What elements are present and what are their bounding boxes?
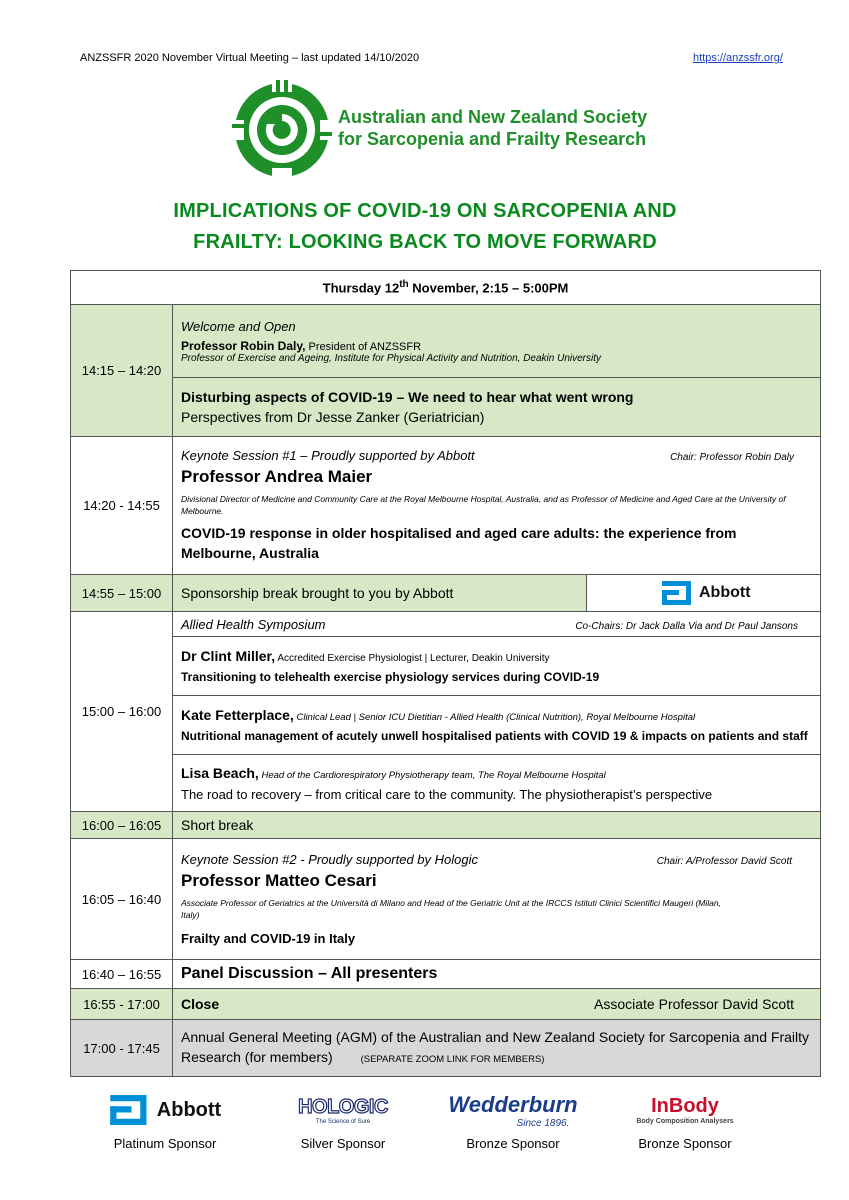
talk-row bbox=[71, 696, 821, 755]
talk-title: Frailty and COVID-19 in Italy bbox=[181, 931, 356, 946]
speaker-affiliation: Associate Professor of Geriatrics at the Università di Milano and Head of the Geriatric Unit at the IRCCS Istituti Clinici Scientifici Maugeri (Milan, Italy) bbox=[181, 898, 721, 920]
talk-title: COVID-19 response in older hospitalised and aged care adults: the experience from Melbourne, Australia bbox=[181, 525, 737, 561]
session-chair: Chair: Professor Robin Daly bbox=[670, 452, 794, 463]
speaker-role: Clinical Lead | Senior ICU Dietitian - Allied Health (Clinical Nutrition), Royal Melbourne Hospital bbox=[293, 712, 696, 723]
speaker-name: Dr Clint Miller, bbox=[181, 648, 276, 664]
session-heading: Welcome and Open bbox=[181, 318, 296, 334]
speaker-name: Lisa Beach, bbox=[181, 764, 259, 781]
abbott-brand-text: Abbott bbox=[699, 584, 751, 601]
session-row bbox=[71, 1020, 821, 1077]
sponsor-level: Platinum Sponsor bbox=[113, 1136, 217, 1151]
speaker-name: Professor Robin Daly, bbox=[181, 338, 306, 353]
speaker-affiliation: Professor of Exercise and Ageing, Institute for Physical Activity and Nutrition, Deakin University bbox=[181, 352, 601, 364]
session-row bbox=[71, 437, 821, 575]
sponsor-level: Bronze Sponsor bbox=[466, 1136, 560, 1151]
session-row bbox=[71, 378, 821, 437]
session-row bbox=[71, 612, 821, 637]
sponsor-level: Bronze Sponsor bbox=[638, 1136, 732, 1151]
speaker-name: Kate Fetterplace, bbox=[181, 707, 294, 723]
speaker-role: Head of the Cardiorespiratory Physiotherapy team, The Royal Melbourne Hospital bbox=[258, 769, 606, 781]
agm-text: Annual General Meeting (AGM) of the Australian and New Zealand Society for Sarcopenia and Frailty Research (for members) bbox=[181, 1028, 809, 1065]
abbott-logo-icon bbox=[661, 580, 693, 606]
title-line-1: IMPLICATIONS OF COVID-19 ON SARCOPENIA AND bbox=[173, 200, 677, 222]
close-person: Associate Professor David Scott bbox=[594, 996, 794, 1012]
sponsor-brand: InBody bbox=[651, 1095, 719, 1117]
sponsor-brand: Wedderburn bbox=[448, 1091, 578, 1117]
speaker-affiliation: Divisional Director of Medicine and Community Care at the Royal Melbourne Hospital, Australia, and as Professor of Medicine and Aged Care at the University of Melbourne. bbox=[181, 494, 786, 516]
break-text: Sponsorship break brought to you by Abbott bbox=[173, 575, 587, 612]
break-text: Short break bbox=[173, 812, 821, 839]
session-chair: Co-Chairs: Dr Jack Dalla Via and Dr Paul Jansons bbox=[575, 620, 798, 632]
speaker-name: Professor Andrea Maier bbox=[181, 467, 373, 486]
time-cell: 15:00 – 16:00 bbox=[71, 612, 173, 812]
session-row bbox=[71, 575, 821, 612]
session-chair: Chair: A/Professor David Scott bbox=[656, 856, 792, 867]
speaker-role: President of ANZSSFR bbox=[305, 340, 422, 353]
sponsor-strip bbox=[100, 1090, 800, 1160]
date-sup: th bbox=[399, 279, 409, 291]
speaker-role: Accredited Exercise Physiologist | Lecturer, Deakin University bbox=[275, 653, 550, 664]
logo-line-1: Australian and New Zealand Society bbox=[338, 107, 648, 127]
talk-title: Transitioning to telehealth exercise physiology services during COVID-19 bbox=[181, 670, 600, 684]
logo-line-2: for Sarcopenia and Frailty Research bbox=[338, 129, 647, 149]
sponsor-tagline: Body Composition Analysers bbox=[636, 1118, 734, 1125]
session-row bbox=[71, 812, 821, 839]
date-row bbox=[71, 271, 821, 305]
date-prefix: Thursday 12 bbox=[322, 280, 400, 296]
sponsor-brand: HOLOGIC bbox=[298, 1095, 388, 1118]
sponsor-inbody bbox=[600, 1090, 770, 1130]
session-heading: Keynote Session #2 - Proudly supported by Hologic bbox=[181, 852, 479, 867]
sponsor-brand: Abbott bbox=[156, 1098, 222, 1121]
talk-perspective: Perspectives from Dr Jesse Zanker (Geriatrician) bbox=[181, 409, 485, 425]
time-cell: 14:55 – 15:00 bbox=[71, 575, 173, 612]
agm-note: (SEPARATE ZOOM LINK FOR MEMBERS) bbox=[360, 1053, 545, 1065]
abbott-logo-icon bbox=[109, 1093, 149, 1127]
society-logo bbox=[232, 80, 672, 184]
talk-row bbox=[71, 755, 821, 812]
sponsor-tagline: Since 1896. bbox=[516, 1117, 570, 1129]
session-heading: Allied Health Symposium bbox=[181, 616, 326, 632]
header-url-link[interactable]: https://anzssfr.org/ bbox=[693, 52, 783, 64]
panel-text: Panel Discussion – All presenters bbox=[173, 960, 821, 989]
header-meeting-text: ANZSSFR 2020 November Virtual Meeting – last updated 14/10/2020 bbox=[80, 52, 420, 64]
talk-title: Nutritional management of acutely unwell hospitalised patients with COVID 19 & impacts on patients and staff bbox=[181, 729, 808, 743]
close-text: Close bbox=[181, 996, 220, 1012]
talk-row bbox=[71, 637, 821, 696]
sponsor-abbott bbox=[80, 1090, 250, 1130]
abbott-logo-cell bbox=[587, 575, 821, 612]
title-line-2: FRAILTY: LOOKING BACK TO MOVE FORWARD bbox=[193, 231, 657, 253]
time-cell: 16:55 - 17:00 bbox=[71, 989, 173, 1020]
speaker-name: Professor Matteo Cesari bbox=[181, 871, 377, 890]
sponsor-hologic bbox=[258, 1090, 428, 1130]
time-cell: 17:00 - 17:45 bbox=[71, 1020, 173, 1077]
page-title bbox=[70, 196, 780, 258]
program-table bbox=[70, 270, 821, 1077]
talk-title: The road to recovery – from critical care to the community. The physiotherapist’s perspective bbox=[181, 786, 713, 802]
session-row bbox=[71, 839, 821, 960]
sponsor-wedderburn bbox=[428, 1090, 598, 1130]
time-cell: 16:00 – 16:05 bbox=[71, 812, 173, 839]
sponsor-level: Silver Sponsor bbox=[300, 1136, 386, 1151]
session-row bbox=[71, 989, 821, 1020]
session-heading: Keynote Session #1 – Proudly supported by Abbott bbox=[181, 448, 475, 463]
time-cell: 14:15 – 14:20 bbox=[71, 305, 173, 437]
talk-title: Disturbing aspects of COVID-19 – We need to hear what went wrong bbox=[181, 389, 634, 405]
time-cell: 14:20 - 14:55 bbox=[71, 437, 173, 575]
time-cell: 16:05 – 16:40 bbox=[71, 839, 173, 960]
society-emblem-icon bbox=[232, 80, 332, 180]
sponsor-tagline: The Science of Sure bbox=[315, 1118, 371, 1125]
time-cell: 16:40 – 16:55 bbox=[71, 960, 173, 989]
date-suffix: November, 2:15 – 5:00PM bbox=[408, 280, 569, 296]
session-row bbox=[71, 960, 821, 989]
session-row bbox=[71, 305, 821, 378]
